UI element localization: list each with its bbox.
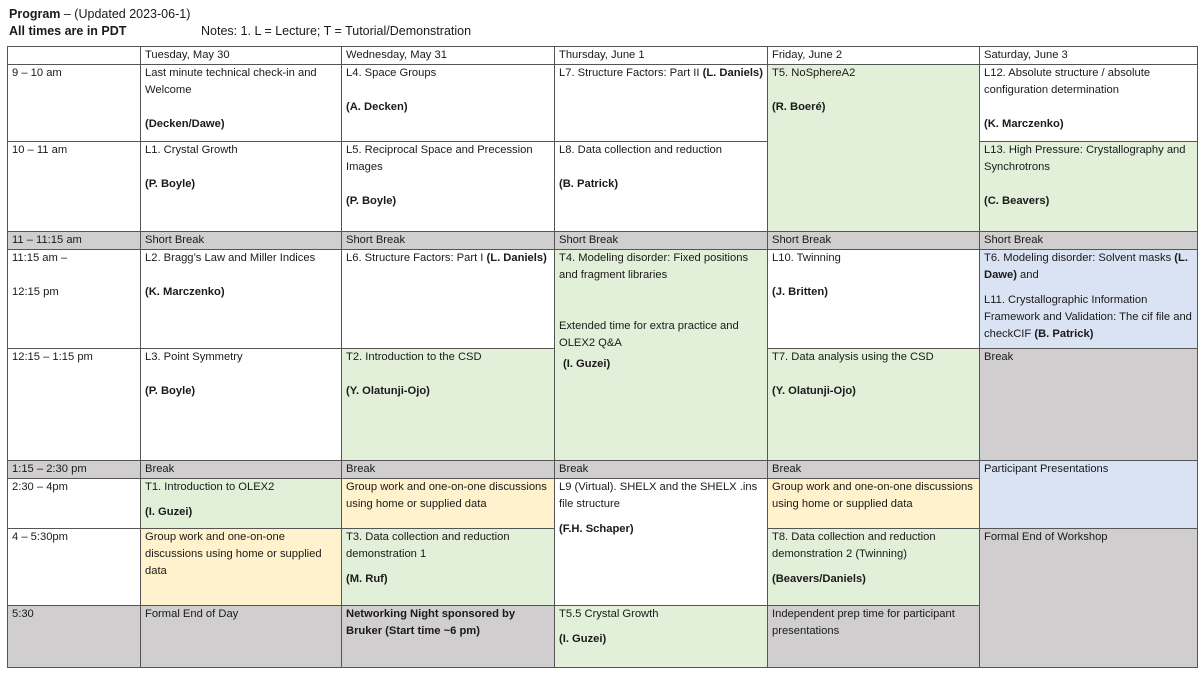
day-header: Saturday, June 3 xyxy=(980,47,1198,65)
time-cell xyxy=(8,349,141,461)
time-cell xyxy=(8,65,141,142)
time-label: 5:30 xyxy=(12,608,34,620)
session-presenter: (I. Guzei) xyxy=(145,506,193,518)
schedule-row-short-break xyxy=(8,232,1198,250)
session-presenter: (B. Patrick) xyxy=(559,178,619,190)
session-title: T4. Modeling disorder: Fixed positions and fragment libraries xyxy=(559,252,749,281)
session-cell xyxy=(980,461,1198,529)
session-cell xyxy=(342,606,555,668)
session-presenter: (P. Boyle) xyxy=(145,385,196,397)
session-title: T8. Data collection and reduction demonstration 2 (Twinning) xyxy=(772,531,936,560)
session-cell xyxy=(768,250,980,349)
session-cell xyxy=(141,142,342,232)
session-cell xyxy=(141,250,342,349)
session-title: T7. Data analysis using the CSD xyxy=(772,351,934,363)
session-presenter: (I. Guzei) xyxy=(563,358,611,370)
time-label: 9 – 10 am xyxy=(12,67,62,79)
session-title: L2. Bragg’s Law and Miller Indices xyxy=(145,252,316,264)
session-cell xyxy=(980,250,1198,349)
session-title: L11. Crystallographic Information Framework and Validation: The cif file and checkCIF xyxy=(984,294,1192,340)
session-presenter: (I. Guzei) xyxy=(559,633,607,645)
session-presenter: (Y. Olatunji-Ojo) xyxy=(772,385,856,397)
session-title: Formal End of Workshop xyxy=(984,531,1108,543)
session-title: Last minute technical check-in and Welcome xyxy=(145,67,317,96)
session-title: L6. Structure Factors: Part I xyxy=(346,252,487,264)
session-presenter: (Y. Olatunji-Ojo) xyxy=(346,385,430,397)
session-presenter: (A. Decken) xyxy=(346,101,408,113)
time-cell xyxy=(8,529,141,606)
session-cell xyxy=(768,349,980,461)
schedule-row-break xyxy=(8,461,1198,479)
schedule-table xyxy=(7,46,1198,668)
session-presenter: (K. Marczenko) xyxy=(145,286,225,298)
session-title: T6. Modeling disorder: Solvent masks xyxy=(984,252,1175,264)
session-cell xyxy=(141,65,342,142)
session-presenter: (L. Daniels) xyxy=(486,252,547,264)
session-presenter: (J. Britten) xyxy=(772,286,828,298)
session-title: T1. Introduction to OLEX2 xyxy=(145,481,275,493)
session-title: Participant Presentations xyxy=(984,463,1109,475)
session-title: L8. Data collection and reduction xyxy=(559,144,722,156)
session-presenter: (Beavers/Daniels) xyxy=(772,573,866,585)
session-presenter: (Decken/Dawe) xyxy=(145,118,225,130)
session-cell xyxy=(555,142,768,232)
time-cell: 1:15 – 2:30 pm xyxy=(8,461,141,479)
session-title: T5. NoSphereA2 xyxy=(772,67,856,79)
schedule-row-9am xyxy=(8,65,1198,142)
session-title: L5. Reciprocal Space and Precession Images xyxy=(346,144,533,173)
session-title: Independent prep time for participant presentations xyxy=(772,608,955,637)
break-cell: Short Break xyxy=(555,232,768,250)
session-presenter: (K. Marczenko) xyxy=(984,118,1064,130)
break-cell xyxy=(980,349,1198,461)
session-cell xyxy=(342,529,555,606)
session-cell xyxy=(342,479,555,529)
session-cell xyxy=(768,65,980,232)
session-presenter: (B. Patrick) xyxy=(1034,328,1094,340)
session-title: Group work and one-on-one discussions using home or supplied data xyxy=(772,481,973,510)
break-cell: Break xyxy=(342,461,555,479)
session-title: L1. Crystal Growth xyxy=(145,144,238,156)
session-presenter: (R. Boeré) xyxy=(772,101,826,113)
day-header: Tuesday, May 30 xyxy=(141,47,342,65)
time-label: 10 – 11 am xyxy=(12,144,68,156)
session-cell xyxy=(342,250,555,349)
session-title: L12. Absolute structure / absolute configuration determination xyxy=(984,67,1151,96)
time-label: 2:30 – 4pm xyxy=(12,481,68,493)
session-cell xyxy=(555,606,768,668)
session-cell xyxy=(768,606,980,668)
session-title: Group work and one-on-one discussions using home or supplied data xyxy=(145,531,322,577)
time-label: 12:15 – 1:15 pm xyxy=(12,351,93,363)
schedule-row-1115am xyxy=(8,250,1198,349)
session-cell xyxy=(980,65,1198,142)
notes: Notes: 1. L = Lecture; T = Tutorial/Demonstration xyxy=(201,24,472,38)
break-cell: Short Break xyxy=(768,232,980,250)
time-cell xyxy=(8,479,141,529)
time-cell xyxy=(8,142,141,232)
day-header-row xyxy=(8,47,1198,65)
times-note: All times are in PDT xyxy=(9,24,127,38)
session-presenter: (L. Dawe) xyxy=(984,252,1188,281)
session-title: Break xyxy=(984,351,1014,363)
break-cell: Short Break xyxy=(342,232,555,250)
schedule-row-10am xyxy=(8,142,1198,232)
day-header: Wednesday, May 31 xyxy=(342,47,555,65)
time-cell xyxy=(8,250,141,349)
session-cell xyxy=(141,479,342,529)
time-label: 4 – 5:30pm xyxy=(12,531,68,543)
break-cell: Break xyxy=(768,461,980,479)
session-title: L9 (Virtual). SHELX and the SHELX .ins file structure xyxy=(559,481,758,510)
session-title: T2. Introduction to the CSD xyxy=(346,351,482,363)
session-title: L3. Point Symmetry xyxy=(145,351,243,363)
session-cell xyxy=(555,479,768,606)
session-presenter: (P. Boyle) xyxy=(145,178,196,190)
session-cell xyxy=(768,529,980,606)
session-title: Formal End of Day xyxy=(145,608,239,620)
time-label: 11:15 am – xyxy=(12,252,68,264)
program-header xyxy=(9,6,190,40)
session-cell xyxy=(141,606,342,668)
session-title: T3. Data collection and reduction demonstration 1 xyxy=(346,531,510,560)
break-cell: Break xyxy=(555,461,768,479)
session-presenter: (P. Boyle) xyxy=(346,195,397,207)
session-presenter: (F.H. Schaper) xyxy=(559,523,634,535)
day-header: Friday, June 2 xyxy=(768,47,980,65)
session-conjunction: and xyxy=(1016,269,1039,281)
session-cell xyxy=(342,65,555,142)
session-cell xyxy=(980,142,1198,232)
break-cell: Break xyxy=(141,461,342,479)
time-cell xyxy=(8,606,141,668)
session-presenter: (M. Ruf) xyxy=(346,573,388,585)
time-cell: 11 – 11:15 am xyxy=(8,232,141,250)
session-cell xyxy=(768,479,980,529)
session-title: L10. Twinning xyxy=(772,252,841,264)
session-cell xyxy=(342,349,555,461)
session-cell xyxy=(141,529,342,606)
time-label: 12:15 pm xyxy=(12,286,59,298)
session-note: Extended time for extra practice and OLEX2 Q&A xyxy=(559,320,739,349)
break-cell: Short Break xyxy=(980,232,1198,250)
session-cell xyxy=(980,529,1198,668)
session-title: L4. Space Groups xyxy=(346,67,437,79)
corner-cell xyxy=(8,47,141,65)
session-cell xyxy=(555,250,768,461)
session-title: T5.5 Crystal Growth xyxy=(559,608,659,620)
session-title: L7. Structure Factors: Part II xyxy=(559,67,703,79)
session-cell xyxy=(141,349,342,461)
session-presenter: (C. Beavers) xyxy=(984,195,1050,207)
program-label: Program xyxy=(9,7,61,21)
break-cell: Short Break xyxy=(141,232,342,250)
session-title: L13. High Pressure: Crystallography and Synchrotrons xyxy=(984,144,1186,173)
program-updated: – (Updated 2023-06-1) xyxy=(60,7,191,21)
day-header: Thursday, June 1 xyxy=(555,47,768,65)
session-presenter: (L. Daniels) xyxy=(702,67,763,79)
session-cell xyxy=(342,142,555,232)
session-cell xyxy=(555,65,768,142)
session-title: Networking Night sponsored by Bruker (Start time ~6 pm) xyxy=(346,608,516,637)
session-title: Group work and one-on-one discussions using home or supplied data xyxy=(346,481,547,510)
